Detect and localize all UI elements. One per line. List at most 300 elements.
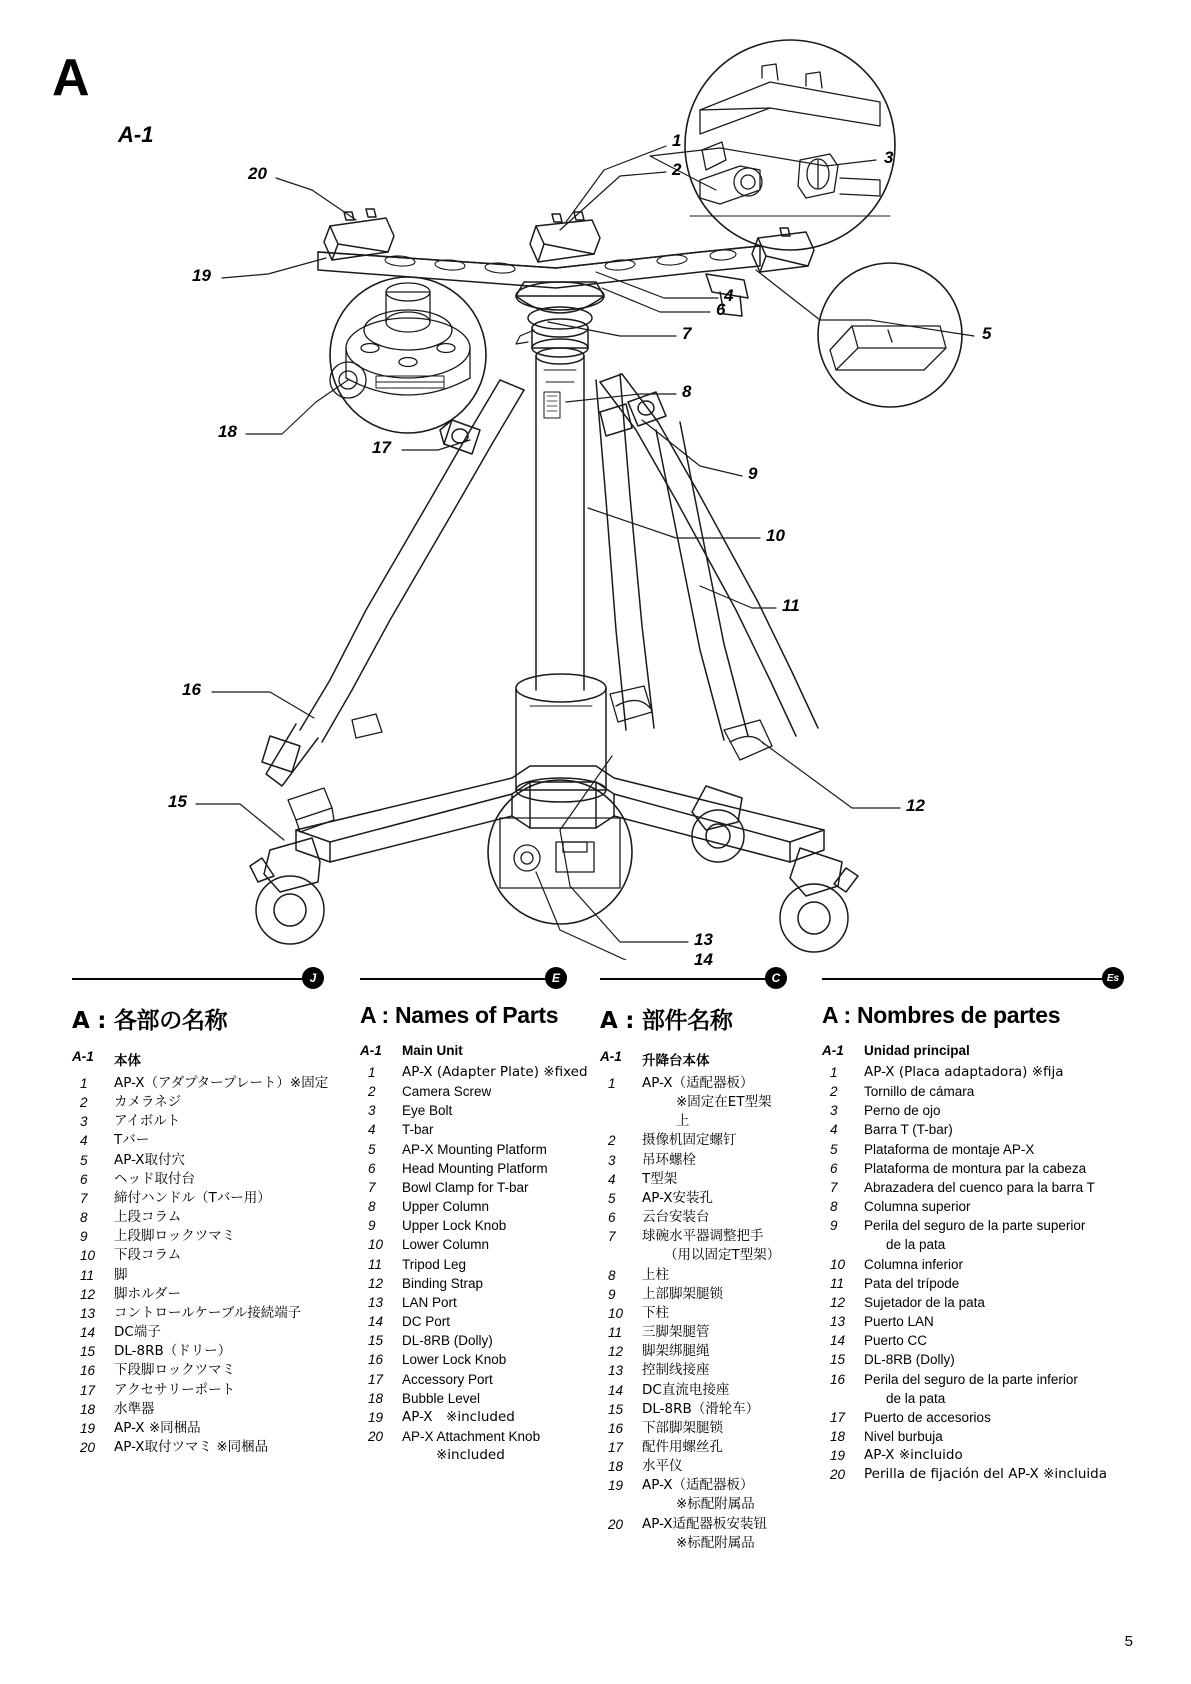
item-label: AP-X（适配器板） (642, 1477, 754, 1494)
item-number: 14 (368, 1314, 384, 1330)
item-number: 20 (80, 1439, 96, 1455)
list-item (360, 1389, 565, 1408)
item-label: Barra T (T-bar) (864, 1122, 953, 1138)
page-number: 5 (1124, 1633, 1133, 1650)
list-item (360, 1063, 588, 1082)
subsection-heading (72, 1049, 322, 1069)
list-item (822, 1312, 1122, 1331)
column-title-spanish: A : Nombres de partes (822, 1002, 1061, 1028)
item-number: 9 (80, 1229, 88, 1245)
item-number: 5 (80, 1152, 88, 1168)
callout-1: 1 (672, 131, 682, 150)
item-number: 8 (830, 1199, 838, 1215)
item-label: Pata del trípode (864, 1275, 960, 1291)
item-label: 摄像机固定螺钉 (642, 1132, 737, 1149)
item-number: 19 (80, 1420, 96, 1436)
item-label: Camera Screw (402, 1084, 492, 1100)
list-item (72, 1438, 322, 1457)
parts-diagram (0, 30, 1191, 969)
item-label: AP-X ※included (402, 1408, 515, 1425)
list-item (600, 1400, 785, 1419)
item-number: 4 (830, 1122, 838, 1138)
item-number: 13 (608, 1363, 624, 1379)
item-label: Perilla de fijación del AP-X ※incluida (864, 1466, 1107, 1483)
list-item (72, 1074, 329, 1093)
item-number: 4 (608, 1171, 616, 1187)
item-number: 9 (830, 1218, 838, 1234)
subsection-number: A-1 (600, 1049, 622, 1064)
callout-15: 15 (168, 792, 187, 811)
callout-20: 20 (248, 164, 267, 183)
item-number: 5 (830, 1141, 838, 1157)
subsection-number: A-1 (360, 1043, 382, 1058)
item-number: 7 (80, 1190, 88, 1206)
item-number: 11 (608, 1325, 623, 1341)
list-item (600, 1342, 785, 1361)
item-label: 配件用螺丝孔 (642, 1438, 723, 1455)
column-title-english: A : Names of Parts (360, 1002, 559, 1028)
item-number: 2 (368, 1084, 376, 1100)
item-number: 1 (830, 1065, 838, 1080)
list-item (600, 1131, 785, 1150)
item-number: 4 (80, 1133, 88, 1149)
list-item (600, 1323, 785, 1342)
item-label-continuation: ※included (436, 1447, 505, 1464)
list-item (600, 1476, 785, 1514)
list-item (600, 1074, 785, 1131)
list-item (72, 1246, 322, 1265)
item-number: 6 (608, 1210, 616, 1226)
subsection-heading (360, 1043, 565, 1058)
subsection-label: 本体 (114, 1053, 141, 1069)
list-item (72, 1361, 322, 1380)
item-number: 16 (608, 1420, 624, 1436)
item-number: 1 (608, 1076, 616, 1091)
item-label: Accessory Port (402, 1371, 493, 1387)
list-item (600, 1266, 785, 1285)
subsection-number: A-1 (822, 1043, 844, 1058)
item-label-continuation: de la pata (886, 1237, 946, 1253)
list-item (72, 1131, 322, 1150)
item-label: AP-X ※incluido (864, 1447, 963, 1464)
item-label: Binding Strap (402, 1275, 484, 1291)
item-label: 下部脚架腿锁 (642, 1419, 723, 1436)
subsection-label: Main Unit (402, 1043, 463, 1058)
item-number: 5 (608, 1190, 616, 1206)
list-item (600, 1381, 785, 1400)
item-label-continuation: （用以固定T型架） (664, 1247, 781, 1264)
column-title-japanese: A : 各部の名称 (72, 1008, 228, 1034)
subsection-label: Unidad principal (864, 1043, 970, 1058)
item-number: 9 (608, 1286, 616, 1302)
item-label: Upper Column (402, 1199, 490, 1215)
item-label: Bubble Level (402, 1390, 481, 1406)
item-label: 三脚架腿管 (642, 1324, 710, 1341)
item-label: AP-X（适配器板） (642, 1075, 754, 1091)
list-item (600, 1515, 785, 1553)
item-number: 6 (368, 1160, 376, 1176)
item-label: Columna inferior (864, 1256, 964, 1272)
list-item (360, 1370, 565, 1389)
callout-5: 5 (982, 324, 992, 343)
item-number: 9 (368, 1218, 376, 1234)
callout-14: 14 (694, 950, 713, 969)
column-title-chinese: A : 部件名称 (600, 1008, 733, 1034)
subsection-heading (822, 1043, 1122, 1058)
list-item (822, 1216, 1122, 1254)
section-letter: A (52, 49, 89, 107)
item-number: 10 (608, 1305, 624, 1321)
list-item (360, 1255, 565, 1274)
list-item (72, 1304, 322, 1323)
item-number: 14 (608, 1382, 624, 1398)
item-label: AP-X取付穴 (114, 1151, 186, 1168)
language-badge-j: J (302, 967, 324, 989)
item-number: 13 (80, 1305, 96, 1321)
item-label: Head Mounting Platform (402, 1160, 548, 1176)
callout-12: 12 (906, 796, 925, 815)
item-label: AP-X (Placa adaptadora) ※fija (864, 1064, 1064, 1080)
list-item (360, 1274, 565, 1293)
item-number: 18 (368, 1390, 384, 1406)
item-number: 8 (80, 1210, 88, 1226)
list-item (822, 1370, 1122, 1408)
parts-item-list (822, 1063, 1122, 1484)
subsection-label: 升降台本体 (642, 1053, 710, 1069)
parts-item-list (360, 1063, 588, 1465)
item-number: 7 (368, 1179, 376, 1195)
item-number: 16 (830, 1371, 846, 1387)
item-number: 3 (608, 1152, 616, 1168)
item-label: Nivel burbuja (864, 1428, 943, 1444)
item-label: Columna superior (864, 1199, 971, 1215)
parts-column-japanese (72, 971, 329, 1457)
list-item (822, 1140, 1122, 1159)
item-label: T-bar (402, 1122, 434, 1138)
list-item (72, 1227, 322, 1246)
list-item (822, 1255, 1122, 1274)
item-number: 15 (368, 1333, 384, 1349)
list-item (360, 1350, 565, 1369)
list-item (360, 1216, 565, 1235)
list-item (360, 1293, 565, 1312)
callout-6: 6 (716, 300, 726, 319)
item-label: 脚架绑腿绳 (642, 1343, 710, 1360)
list-item (822, 1408, 1122, 1427)
parts-column-chinese (600, 971, 785, 1553)
item-label: Upper Lock Knob (402, 1218, 507, 1234)
list-item (72, 1419, 322, 1438)
item-number: 20 (368, 1428, 384, 1444)
list-item (822, 1178, 1122, 1197)
item-number: 20 (830, 1467, 846, 1483)
item-label: Bowl Clamp for T-bar (402, 1179, 529, 1195)
list-item (822, 1331, 1122, 1350)
item-number: 6 (830, 1160, 838, 1176)
item-number: 16 (80, 1363, 96, 1379)
list-item (72, 1189, 322, 1208)
item-number: 6 (80, 1171, 88, 1187)
item-label: 吊环螺栓 (642, 1151, 696, 1168)
list-item (822, 1350, 1122, 1369)
list-item (600, 1208, 785, 1227)
item-number: 8 (368, 1199, 376, 1215)
item-label: DC直流电接座 (642, 1381, 730, 1398)
item-label: Eye Bolt (402, 1103, 453, 1119)
item-number: 17 (830, 1409, 846, 1425)
list-item (600, 1170, 785, 1189)
item-number: 10 (80, 1248, 96, 1264)
item-label: Abrazadera del cuenco para la barra T (864, 1179, 1095, 1195)
callout-9: 9 (748, 464, 758, 483)
list-item (360, 1101, 565, 1120)
list-item (600, 1361, 785, 1380)
item-label: DL-8RB（滑轮车） (642, 1400, 760, 1417)
list-item (360, 1178, 565, 1197)
list-item (72, 1266, 322, 1285)
list-item (360, 1120, 565, 1139)
callout-18: 18 (218, 422, 237, 441)
item-label: Lower Column (402, 1237, 490, 1253)
list-item (822, 1159, 1122, 1178)
list-item (600, 1304, 785, 1323)
item-label: 下段脚ロックツマミ (114, 1362, 236, 1379)
item-label-continuation: ※标配附属品 (676, 1496, 755, 1513)
item-label: DC Port (402, 1314, 451, 1330)
item-number: 8 (608, 1267, 616, 1283)
item-label: T型架 (642, 1170, 678, 1187)
callout-19: 19 (192, 266, 211, 285)
list-item (600, 1151, 785, 1170)
item-label-continuation: ※固定在ET型架上 (676, 1094, 772, 1130)
item-label: AP-X安装孔 (642, 1189, 714, 1206)
item-label: Tornillo de cámara (864, 1084, 975, 1100)
language-badge-e: E (545, 967, 567, 989)
callout-4: 4 (724, 286, 734, 305)
item-label: Plataforma de montaje AP-X (864, 1141, 1035, 1157)
list-item (822, 1293, 1122, 1312)
item-label: LAN Port (402, 1294, 457, 1310)
item-number: 11 (80, 1267, 95, 1283)
item-label: 水準器 (114, 1400, 155, 1417)
list-item (72, 1093, 322, 1112)
list-item (72, 1151, 322, 1170)
subsection-heading (600, 1049, 785, 1069)
item-label: アイボルト (114, 1113, 181, 1130)
item-number: 7 (608, 1229, 616, 1245)
item-number: 18 (608, 1459, 624, 1475)
item-number: 2 (80, 1095, 88, 1111)
language-badge-es: Es (1102, 967, 1124, 989)
list-item (360, 1140, 565, 1159)
item-number: 15 (80, 1344, 96, 1360)
item-label-continuation: ※标配附属品 (676, 1534, 755, 1551)
item-label: コントロールケーブル接続端子 (114, 1304, 302, 1321)
list-item (822, 1446, 1122, 1465)
item-label: 締付ハンドル（Tバー用） (114, 1189, 271, 1206)
list-item (600, 1285, 785, 1304)
callout-2: 2 (672, 160, 682, 179)
parts-lists (0, 971, 1191, 1618)
list-item (822, 1427, 1122, 1446)
item-number: 18 (830, 1428, 846, 1444)
column-rule (360, 971, 565, 998)
item-number: 16 (368, 1352, 384, 1368)
column-rule (600, 971, 785, 998)
callout-10: 10 (766, 526, 785, 545)
parts-item-list (72, 1074, 329, 1457)
list-item (600, 1227, 785, 1265)
list-item (822, 1465, 1122, 1484)
item-label: AP-X Attachment Knob (402, 1428, 541, 1444)
list-item (72, 1400, 322, 1419)
callout-17: 17 (372, 438, 391, 457)
subsection-number: A-1 (72, 1049, 94, 1064)
list-item (360, 1159, 565, 1178)
item-number: 20 (608, 1516, 624, 1532)
item-number: 11 (368, 1256, 383, 1272)
item-label: ヘッド取付台 (114, 1170, 195, 1187)
item-number: 4 (368, 1122, 376, 1138)
parts-column-english (360, 971, 588, 1465)
item-label: AP-X (Adapter Plate) ※fixed (402, 1064, 588, 1080)
item-number: 12 (80, 1286, 96, 1302)
item-number: 10 (368, 1237, 384, 1253)
item-label: 下柱 (642, 1304, 669, 1321)
list-item (360, 1408, 565, 1427)
item-label: Sujetador de la pata (864, 1294, 985, 1310)
item-number: 12 (830, 1294, 846, 1310)
item-number: 15 (608, 1401, 624, 1417)
item-label: Puerto CC (864, 1333, 928, 1349)
list-item (72, 1112, 322, 1131)
list-item (360, 1331, 565, 1350)
item-number: 2 (830, 1084, 838, 1100)
item-label: DL-8RB (Dolly) (402, 1333, 493, 1349)
list-item (72, 1170, 322, 1189)
item-label: 控制线接座 (642, 1362, 710, 1379)
item-number: 18 (80, 1401, 96, 1417)
list-item (360, 1082, 565, 1101)
item-label: AP-X ※同梱品 (114, 1419, 201, 1436)
list-item (822, 1101, 1122, 1120)
item-label: AP-X（アダプタープレート）※固定 (114, 1075, 329, 1091)
column-rule (72, 971, 322, 998)
item-label: 脚ホルダー (114, 1285, 181, 1302)
item-label: 上柱 (642, 1266, 669, 1283)
item-label: 球碗水平器调整把手 (642, 1228, 764, 1245)
item-label: DL-8RB (Dolly) (864, 1352, 955, 1368)
item-label: AP-X取付ツマミ ※同梱品 (114, 1438, 269, 1455)
item-label: AP-X Mounting Platform (402, 1141, 547, 1157)
item-number: 12 (368, 1275, 384, 1291)
list-item (822, 1082, 1122, 1101)
item-number: 3 (80, 1114, 88, 1130)
item-label: 脚 (114, 1266, 128, 1283)
callout-16: 16 (182, 680, 201, 699)
item-label: 上段脚ロックツマミ (114, 1228, 236, 1245)
item-number: 1 (80, 1076, 88, 1091)
column-rule (822, 972, 1122, 998)
list-item (72, 1381, 322, 1400)
item-number: 19 (368, 1409, 384, 1425)
callout-3: 3 (884, 148, 894, 167)
item-label: Tripod Leg (402, 1256, 467, 1272)
item-label: Tバー (114, 1132, 150, 1149)
item-label: 水平仪 (642, 1458, 683, 1475)
item-label: Perila del seguro de la parte superior (864, 1218, 1086, 1234)
callout-13: 13 (694, 930, 713, 949)
item-label: Plataforma de montura par la cabeza (864, 1160, 1087, 1176)
list-item (600, 1419, 785, 1438)
item-number: 2 (608, 1133, 616, 1149)
item-number: 17 (608, 1439, 624, 1455)
item-label: Puerto LAN (864, 1314, 934, 1330)
list-item (360, 1312, 565, 1331)
list-item (72, 1285, 322, 1304)
item-label: Lower Lock Knob (402, 1352, 507, 1368)
language-badge-c: C (765, 967, 787, 989)
item-number: 12 (608, 1344, 624, 1360)
item-label: 上部脚架腿锁 (642, 1285, 723, 1302)
item-number: 17 (368, 1371, 384, 1387)
item-label: DL-8RB（ドリー） (114, 1343, 232, 1360)
item-label: カメラネジ (114, 1094, 182, 1111)
item-label: Perila del seguro de la parte inferior (864, 1371, 1078, 1387)
callout-11: 11 (782, 596, 800, 615)
list-item (360, 1427, 565, 1465)
item-label: 云台安装台 (642, 1209, 710, 1226)
list-item (72, 1342, 322, 1361)
item-number: 1 (368, 1065, 376, 1080)
list-item (72, 1323, 322, 1342)
parts-item-list (600, 1074, 785, 1553)
list-item (600, 1189, 785, 1208)
callout-8: 8 (682, 382, 692, 401)
item-number: 14 (80, 1325, 96, 1341)
parts-column-spanish (822, 972, 1122, 1484)
item-number: 11 (830, 1275, 845, 1291)
item-number: 17 (80, 1382, 96, 1398)
list-item (822, 1274, 1122, 1293)
item-number: 5 (368, 1141, 376, 1157)
item-number: 13 (830, 1314, 846, 1330)
item-number: 19 (608, 1478, 624, 1494)
figure-label: A-1 (118, 122, 154, 147)
list-item (72, 1208, 322, 1227)
item-number: 3 (830, 1103, 838, 1119)
list-item (822, 1120, 1122, 1139)
item-label: 下段コラム (114, 1247, 182, 1264)
item-number: 14 (830, 1333, 846, 1349)
list-item (360, 1235, 565, 1254)
item-label: 上段コラム (114, 1209, 182, 1226)
list-item (360, 1197, 565, 1216)
list-item (822, 1063, 1122, 1082)
item-label: Perno de ojo (864, 1103, 941, 1119)
item-number: 15 (830, 1352, 846, 1368)
item-label: DC端子 (114, 1324, 161, 1341)
list-item (822, 1197, 1122, 1216)
list-item (600, 1457, 785, 1476)
item-number: 13 (368, 1294, 384, 1310)
item-label: AP-X适配器板安装钮 (642, 1515, 768, 1532)
item-number: 3 (368, 1103, 376, 1119)
item-label: アクセサリーポート (114, 1381, 236, 1398)
item-number: 19 (830, 1448, 846, 1464)
list-item (600, 1438, 785, 1457)
callout-7: 7 (682, 324, 692, 343)
